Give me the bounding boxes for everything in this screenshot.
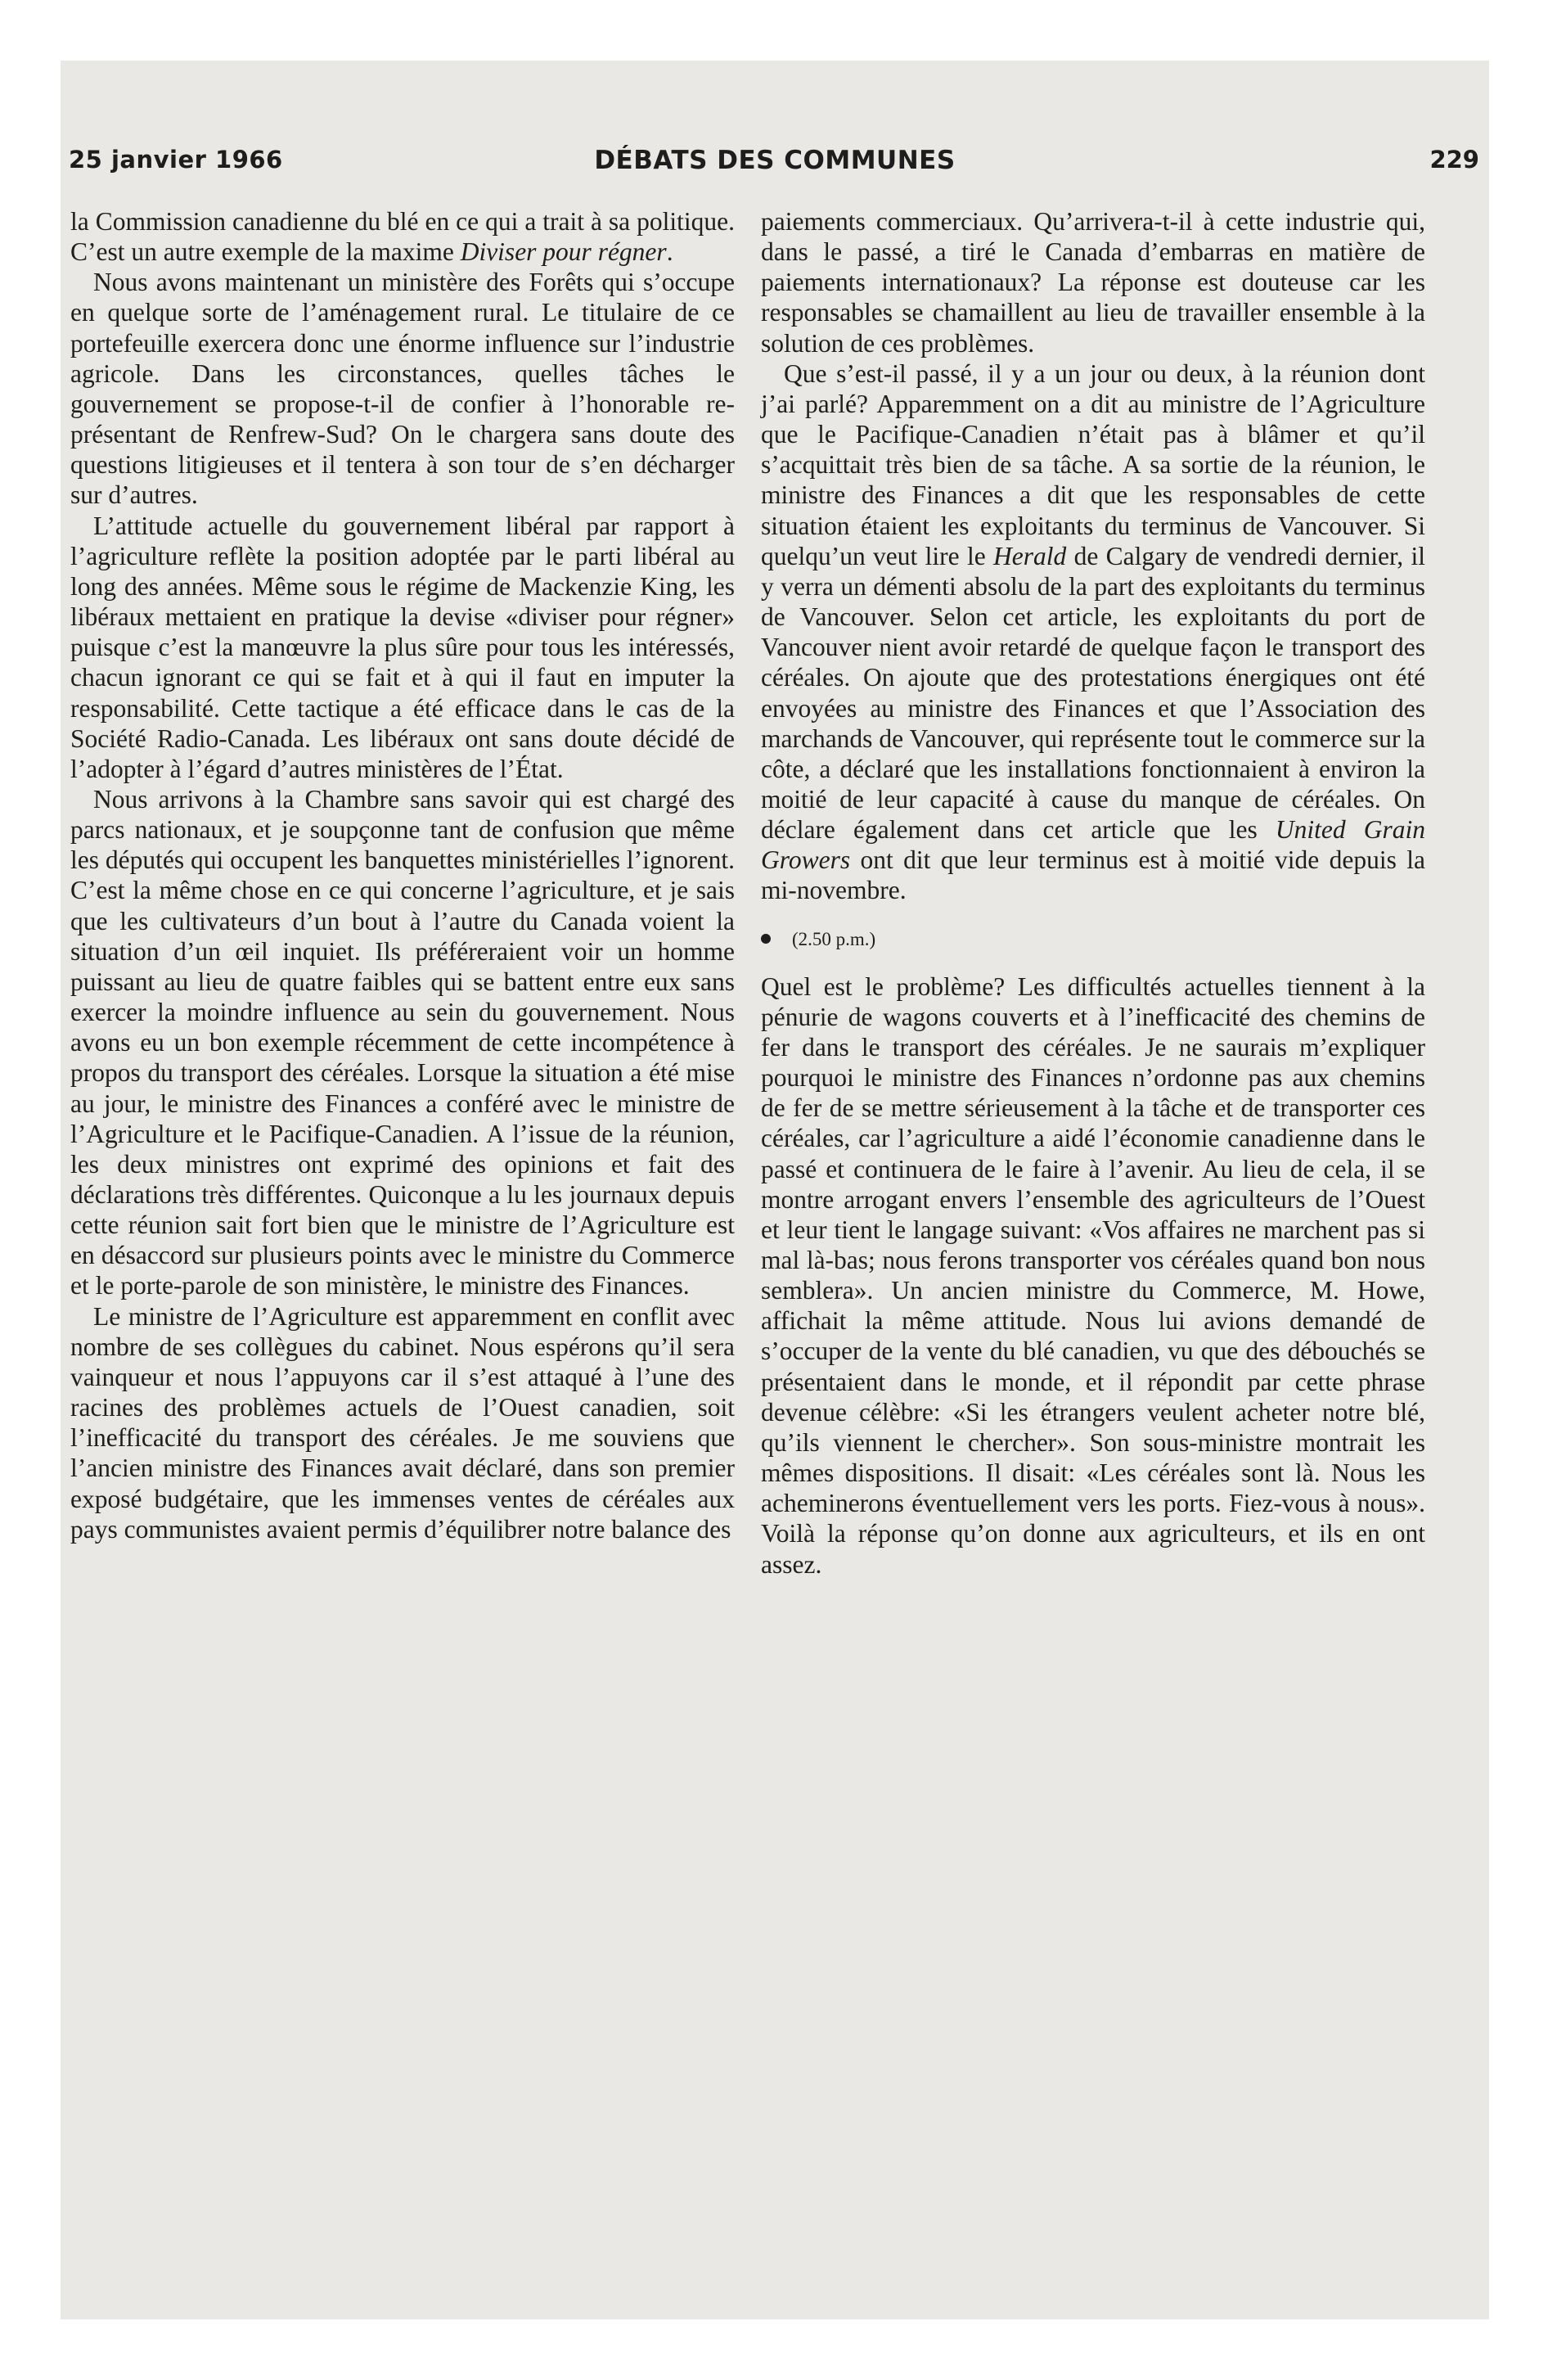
header-title: DÉBATS DES COMMUNES bbox=[594, 146, 956, 175]
paragraph: paiements commerciaux. Qu’arrivera-t-il à cette industrie qui, dans le passé, a tiré le Canada d’embarras en matière de paiements internationaux? La réponse est douteuse car les responsables se chamaillent au lieu de travailler ensemble à la solution de ces problèmes. bbox=[761, 207, 1425, 358]
page-header bbox=[69, 146, 1481, 195]
paragraph: la Commission canadienne du blé en ce qui a trait à sa politique. C’est un autre exemple de la maxime Diviser pour régner. bbox=[70, 207, 735, 267]
right-column-text-after-time bbox=[761, 971, 1425, 1580]
paragraph: Le ministre de l’Agriculture est apparemment en conflit avec nombre de ses collègues du cabinet. Nous espérons qu’il sera vainqueur et nous l’appuyons car il s’est attaqué à l’une des racines des problèmes actuels de l’Ouest canadien, soit l’inefficacité du transport des céréales. Je me souviens que l’ancien ministre des Finances avait déclaré, dans son premier exposé budgétaire, que les immenses ventes de céréales aux pays communistes avaient permis d’équilibrer notre balance des bbox=[70, 1301, 735, 1544]
time-marker bbox=[761, 927, 1425, 952]
paragraph: L’attitude actuelle du gouvernement libéral par rapport à l’agriculture reflète la position adoptée par le parti libéral au long des années. Même sous le régime de Mackenzie King, les libéraux mettaient en pratique la devise «diviser pour régner» puisque c’est la manœuvre la plus sûre pour tous les intéressés, chacun ignorant ce qui se fait et à qui il faut en imputer la responsabilité. Cette tactique a été efficace dans le cas de la Société Radio-Canada. Les libéraux ont sans doute décidé de l’adopter à l’égard d’autres ministères de l’État. bbox=[70, 511, 735, 783]
time-marker-text: (2.50 p.m.) bbox=[792, 928, 876, 949]
bullet-icon bbox=[761, 934, 771, 944]
header-date: 25 janvier 1966 bbox=[69, 146, 283, 174]
header-page-number: 229 bbox=[1429, 146, 1479, 174]
right-column-text-before-time bbox=[761, 206, 1425, 906]
paragraph: Quel est le problème? Les difficultés actuelles tiennent à la pénurie de wagons couverts et à l’inefficacité des chemins de fer dans le transport des céréales. Je ne saurais m’expliquer pourquoi le ministre des Finances n’ordonne pas aux chemins de fer de se mettre sérieusement à la tâche et de transporter ces céréales, car l’agriculture a aidé l’économie canadienne dans le passé et continuera de le faire à l’avenir. Au lieu de cela, il se montre arrogant envers l’ensemble des agriculteurs de l’Ouest et leur tient le langage suivant: «Vos affaires ne marchent pas si mal là-bas; nous ferons transporter vos céréales quand bon nous semblera». Un ancien ministre du Commerce, M. Howe, affichait la même attitude. Nous lui avions demandé de s’occuper de la vente du blé canadien, vu que des débouchés se présentaient dans le monde, et il répondit par cette phrase devenue célèbre: «Si les étrangers veulent acheter notre blé, qu’ils viennent le chercher». Son sous-ministre montrait les mêmes dispositions. Il disait: «Les céréales sont là. Nous les acheminerons éventuellement vers les ports. Fiez-vous à nous». Voilà la réponse qu’on donne aux agriculteurs, et ils en ont assez. bbox=[761, 971, 1425, 1579]
paragraph: Que s’est-il passé, il y a un jour ou deux, à la réunion dont j’ai parlé? Apparemment on a dit au ministre de l’Agriculture que le Pacifique-Canadien n’était pas à blâmer et qu’il s’acquittait très bien de sa tâche. A sa sortie de la réunion, le ministre des Finances a dit que les responsables de cette situation étaient les exploitants du terminus de Vancouver. Si quelqu’un veut lire le Herald de Calgary de vendredi dernier, il y verra un démenti absolu de la part des exploitants du terminus de Vancouver. Selon cet article, les exploitants du port de Vancouver nient avoir retardé de quelque façon le transport des céréales. On ajoute que des protestations énergiques ont été envoyées au ministre des Finances et que l’Association des marchands de Vancouver, qui représente tout le commerce sur la côte, a déclaré que les installations fonctionnaient à environ la moitié de leur capacité à cause du manque de céréales. On déclare également dans cet article que les United Grain Growers ont dit que leur terminus est à moitié vide depuis la mi-novembre. bbox=[761, 358, 1425, 905]
left-column bbox=[70, 206, 735, 1544]
scanned-page bbox=[61, 61, 1489, 2319]
paragraph: Nous avons maintenant un ministère des Forêts qui s’occupe en quelque sorte de l’aménagement rural. Le titulaire de ce portefeuille exercera donc une énorme influence sur l’industrie agricole. Dans les circonstances, quelles tâches le gouvernement se propose-t-il de confier à l’honorable représentant de Renfrew-Sud? On le chargera sans doute des questions litigieuses et il tentera à son tour de s’en décharger sur d’autres. bbox=[70, 268, 735, 510]
right-column bbox=[761, 206, 1425, 1580]
paragraph: Nous arrivons à la Chambre sans savoir qui est chargé des parcs nationaux, et je soupçonne tant de confusion que même les députés qui occupent les banquettes ministérielles l’ignorent. C’est la même chose en ce qui concerne l’agriculture, et je sais que les cultivateurs d’un bout à l’autre du Canada voient la situation d’un œil inquiet. Ils préféreraient voir un homme puissant au lieu de quatre faibles qui se battent entre eux sans exercer la moindre influence au sein du gouvernement. Nous avons eu un bon exemple récemment de cette incompétence à propos du transport des céréales. Lorsque la situation a été mise au jour, le ministre des Finances a conféré avec le ministre de l’Agriculture et le Pacifique-Canadien. A l’issue de la réunion, les deux ministres ont exprimé des opinions et fait des déclarations très différentes. Quiconque a lu les journaux depuis cette réunion sait fort bien que le ministre de l’Agriculture est en désaccord sur plusieurs points avec le ministre du Commerce et le porte-parole de son ministère, le ministre des Finances. bbox=[70, 784, 735, 1300]
